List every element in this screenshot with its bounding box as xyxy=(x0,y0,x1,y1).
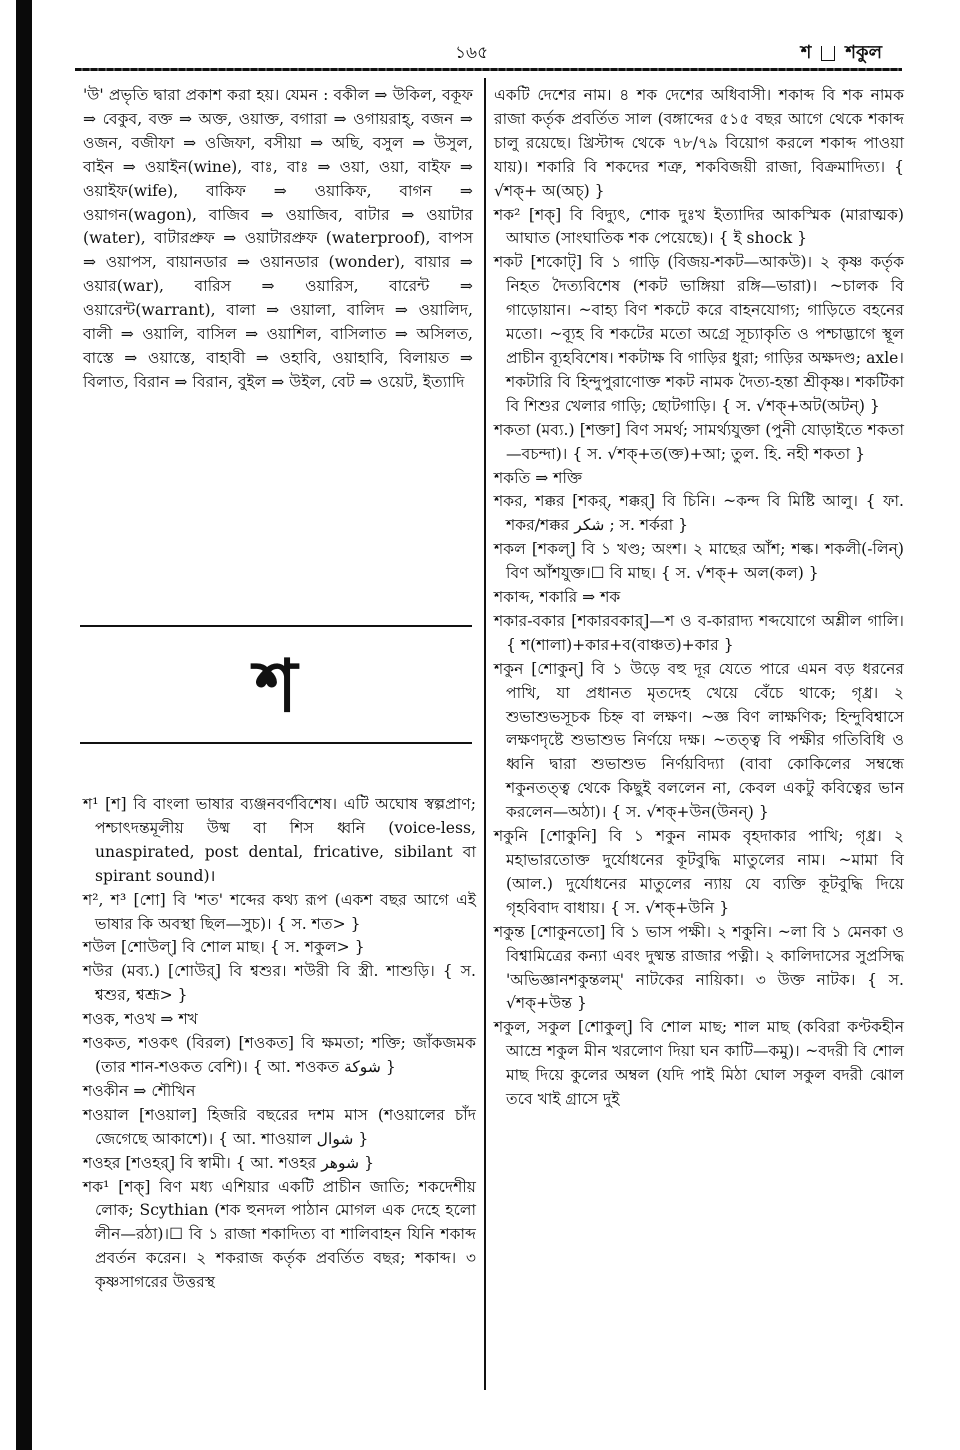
page-number: ১৬৫ xyxy=(455,43,489,63)
dictionary-entry: শকট [শকোট্] বি ১ গাড়ি (বিজয়-শকট—আকউ)। ২ কৃষ্ণ কর্তৃক নিহত দৈত্যবিশেষ (শকট ভাঙ্গিয়া রঙ্গি—ভারা)। ~চালক বি গাড়োয়ান। ~বাহ্য বিণ শকটে করে বাহনযোগ্য; গাড়িতে বহনের মতো। ~ব্যূহ বি শকটের মতো অগ্রে সূচ্যাকৃতি ও পশ্চাদ্ভাগে স্থূল প্রাচীন ব্যূহবিশেষ। শকটাক্ষ বি গাড়ির ধুরা; গাড়ির অক্ষদণ্ড; axle। শকটারি বি হিন্দুপুরাণোক্ত শকট নামক দৈত্য-হন্তা শ্রীকৃষ্ণ। শকটিকা বি শিশুর খেলার গাড়ি; ছোটগাড়ি। { স. √শক্+অট(অটন্) } xyxy=(494,253,904,415)
dictionary-entry: একটি দেশের নাম। ৪ শক দেশের অধিবাসী। শকাব্দ বি শক নামক রাজা কর্তৃক প্রবর্তিত সাল (বঙ্গাব্দের ৫১৫ বছর আগে থেকে শকাব্দ চালু রয়েছে। খ্রিস্টাব্দ থেকে ৭৮/৭৯ বিয়োগ করলে শকাব্দ পাওয়া যায়)। শকারি বি শকদের শত্রু, শকবিজয়ী রাজা, বিক্রমাদিত্য। { √শক্+ অ(অচ্) } xyxy=(494,86,904,200)
header-rule xyxy=(75,68,902,71)
running-head-letter: শ xyxy=(800,42,812,63)
dictionary-entry: শওয়াল [শওয়াল] হিজরি বছরের দশম মাস (শওয়ালের চাঁদ জেগেছে আকাশে)। { আ. শাওয়াল شوال } xyxy=(83,1105,476,1148)
dictionary-entry: শওক, শওখ ⇒ শখ xyxy=(83,1010,198,1029)
column-divider xyxy=(484,78,486,1390)
dictionary-entry: শকতি ⇒ শক্তি xyxy=(494,468,583,487)
dictionary-entry: শ², শ³ [শো] বি 'শত' শব্দের কথ্য রূপ (একশ বছর আগে এই ভাষার কি অবস্থা ছিল—সুচ)। { স. শত> } xyxy=(83,890,476,933)
dictionary-entry: শ¹ [শ] বি বাংলা ভাষার ব্যঞ্জনবর্ণবিশেষ। এটি অঘোষ স্বল্পপ্রাণ; পশ্চাৎদন্তমূলীয় উষ্ম বা শিস ধ্বনি (voice-less, unaspirated, post dental, fricative, sibilant বা spirant sound)। xyxy=(83,795,476,885)
dictionary-entry: শওহর [শওহর্] বি স্বামী। { আ. শওহর شوهر } xyxy=(83,1153,375,1172)
dictionary-entry: শকতা (মব্য.) [শক্তা] বিণ সমর্থ; সামর্থ্যযুক্তা (পুনী যোড়াইতে শকতা—বচন্দা)। { স. √শক্+ত(ক্ত)+আ; তুল. হি. নহী শকতা } xyxy=(494,420,904,463)
dictionary-entry: শকুল, সকুল [শোকুল্] বি শোল মাছ; শাল মাছ (কবিরা কণ্টকহীন আম্রে শকুল মীন খরলোণ দিয়া ঘন কাটি—কমু)। ~বদরী বি শোল মাছ দিয়ে কুলের অম্বল (যদি পাই মিঠা ঘোল সকুল বদরী ঝোল তবে খাই গ্রাসে দুই xyxy=(494,1018,904,1109)
dictionary-entry: শকুনি [শোকুনি] বি ১ শকুন নামক বৃহদাকার পাখি; গৃধ্র। ২ মহাভারতোক্ত দুর্যোধনের কূটবুদ্ধি মাতুলের নাম। ~মামা বি (আল.) দুর্যোধনের মাতুলের ন্যায় যে ব্যক্তি কূটবুদ্ধি দিয়ে গৃহবিবাদ বাধায়। { স. √শক্+উনি } xyxy=(494,827,904,917)
dictionary-entry: শউর (মব্য.) [শোউর্] বি শ্বশুর। শউরী বি স্ত্রী. শাশুড়ি। { স. শ্বশুর, শ্বশ্রূ> } xyxy=(83,962,476,1005)
dictionary-entry: শকাব্দ, শকারি ⇒ শক xyxy=(494,588,621,607)
scan-binding-edge xyxy=(16,0,32,1450)
section-rule-bottom xyxy=(80,742,472,744)
dictionary-entry: শকুন্ত [শোকুনতো] বি ১ ভাস পক্ষী। ২ শকুনি। ~লা বি ১ মেনকা ও বিশ্বামিত্রের কন্যা এবং দুষ্মন্ত রাজার পত্নী। ২ কালিদাসের সুপ্রসিদ্ধ 'অভিজ্ঞানশকুন্তলম্' নাটকের নায়িকা। ৩ উক্ত নাটক। { স. √শক্+উন্ত } xyxy=(494,922,904,1013)
right-column-entries xyxy=(494,84,904,1112)
section-letter: শ xyxy=(254,643,298,728)
running-head-separator-icon xyxy=(821,46,835,61)
entry-continuation: 'উ' প্রভৃতি দ্বারা প্রকাশ করা হয়। যেমন : বকীল ⇒ উকিল, বকূফ ⇒ বেকুব, বক্ত ⇒ অক্ত, ওয়াক্ত, বগারা ⇒ ওগায়রাহ্, বজন ⇒ ওজন, বজীফা ⇒ ওজিফা, বসীয়া ⇒ অছি, বসুল ⇒ উসুল, বাইন ⇒ ওয়াইন(wine), বাঃ, বাঃ ⇒ ওয়া, ওয়া, বাইফ ⇒ ওয়াইফ(wife), বাকিফ ⇒ ওয়াকিফ, বাগন ⇒ ওয়াগন(wagon), বাজিব ⇒ ওয়াজিব, বাটার ⇒ ওয়াটার (water), বাটারপ্রুফ ⇒ ওয়াটারপ্রুফ (waterproof), বাপস ⇒ ওয়াপস, বায়ানডার ⇒ ওয়ানডার (wonder), বায়ার ⇒ ওয়ার(war), বারিস ⇒ ওয়ারিস, বারেন্ট ⇒ ওয়ারেন্ট(warrant), বালা ⇒ ওয়ালা, বালিদ ⇒ ওয়ালিদ, বালী ⇒ ওয়ালি, বাসিল ⇒ ওয়াশিল, বাসিলাত ⇒ অসিলত, বাস্তে ⇒ ওয়াস্তে, বাহাবী ⇒ ওহাবি, ওয়াহাবি, বিলায়ত ⇒ বিলাত, বিরান ⇒ বিরান, বুইল ⇒ উইল, বেট ⇒ ওয়েট, ইত্যাদি xyxy=(83,86,473,391)
dictionary-entry: শওকত, শওকৎ (বিরল) [শওকত] বি ক্ষমতা; শক্তি; জাঁকজমক (তার শান-শওকত বেশি)। { আ. শওকত شوكة } xyxy=(83,1034,476,1076)
running-head xyxy=(801,38,882,69)
dictionary-entry: শকুন [শোকুন্] বি ১ উড়ে বহু দূর যেতে পারে এমন বড় ধরনের পাখি, যা প্রধানত মৃতদেহ খেয়ে বেঁচে থাকে; গৃধ্র। ২ শুভাশুভসূচক চিহ্ন বা লক্ষণ। ~জ্ঞ বিণ লাক্ষণিক; হিন্দুবিশ্বাসে লক্ষণদৃষ্টে শুভাশুভ নির্ণয়ে দক্ষ। ~তত্ত্ব বি পক্ষীর গতিবিধি ও ধ্বনি দ্বারা শুভাশুভ নির্ণয়বিদ্যা (বাবা কোকিলের সম্বন্ধে শকুনতত্ত্ব থেকে কিছুই বললেন না, কেবল একটু কবিত্বের ভান করলেন—অঠা)। { স. √শক্+উন(উনন্) } xyxy=(494,659,904,822)
dictionary-entry: শক¹ [শক্] বিণ মধ্য এশিয়ার একটি প্রাচীন জাতি; শকদেশীয় লোক; Scythian (শক হুনদল পাঠান মোগল এক দেহে হলো লীন—রঠা)।☐ বি ১ রাজা শকাদিত্য বা শালিবাহন যিনি শকাব্দ প্রবর্তন করেন। ২ শকরাজ কর্তৃক প্রবর্তিত বছর; শকাব্দ। ৩ কৃষ্ণসাগরের উত্তরস্থ xyxy=(83,1177,476,1292)
dictionary-entry: শউল [শোউল্] বি শোল মাছ। { স. শকুল> } xyxy=(83,938,365,957)
dictionary-entry: শক² [শক্] বি বিদ্যুৎ, শোক দুঃখ ইত্যাদির আকস্মিক (মারাত্মক) আঘাত (সাংঘাতিক শক পেয়েছে)। { ই shock } xyxy=(494,205,904,248)
running-head-headword: শকুল xyxy=(845,42,882,63)
left-column-top xyxy=(83,84,473,395)
dictionary-entry: শওকীন ⇒ শৌখিন xyxy=(83,1081,196,1100)
section-rule-top xyxy=(80,625,472,627)
dictionary-entry: শকর, শক্কর [শকর্, শক্কর্] বি চিনি। ~কন্দ বি মিষ্টি আলু। { ফা. শকর/শক্কর شکر ; স. শর্করা } xyxy=(494,492,904,535)
dictionary-entry: শকল [শকল্] বি ১ খণ্ড; অংশ। ২ মাছের আঁশ; শল্ক। শকলী(-লিন্) বিণ আঁশযুক্ত।☐ বি মাছ। { স. √শক্+ অল(কল) } xyxy=(494,540,904,583)
left-column-entries xyxy=(83,793,476,1295)
dictionary-entry: শকার-বকার [শকারবকার্]—শ ও ব-কারাদ্য শব্দযোগে অশ্লীল গালি। { শ(শালা)+কার+ব(বাঞ্চত)+কার } xyxy=(494,611,904,654)
